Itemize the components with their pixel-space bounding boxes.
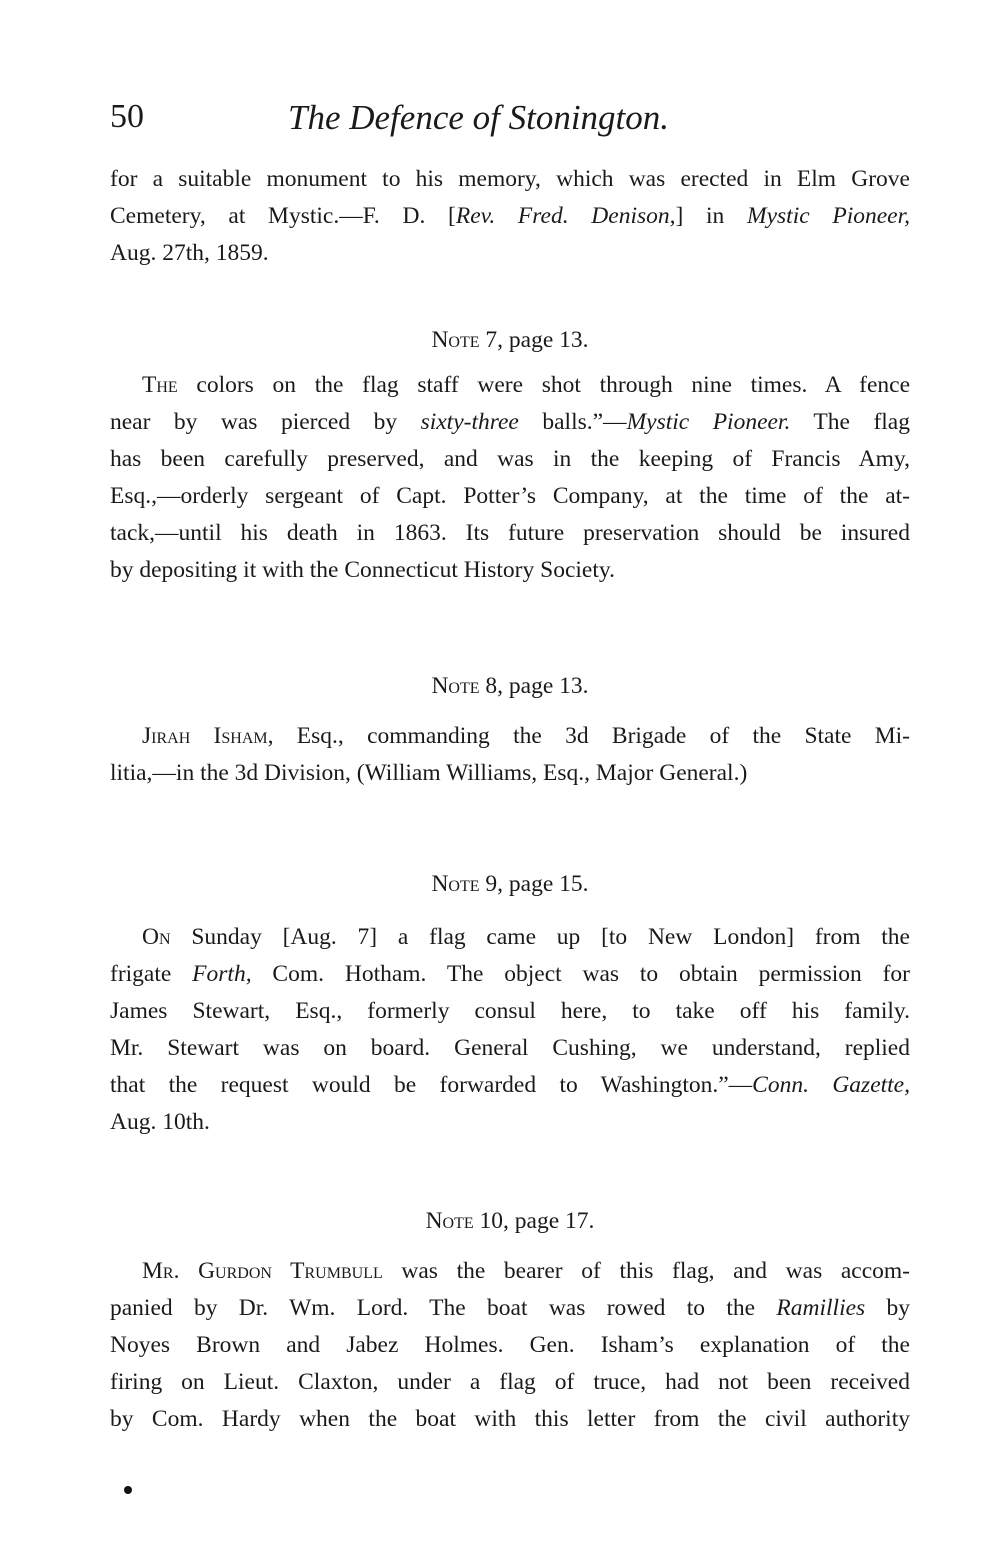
note-8-paragraph <box>110 718 910 792</box>
text-line: by depositing it with the Connecticut History Society. <box>110 557 615 583</box>
running-title: The Defence of Stonington. <box>288 98 670 137</box>
text-line: Noyes Brown and Jabez Holmes. Gen. Isham’s explanation of the <box>110 1332 910 1358</box>
ink-speck <box>124 1486 132 1494</box>
text-line: James Stewart, Esq., formerly consul here, to take off his family. <box>110 998 910 1024</box>
text-line: Mr. Gurdon Trumbull was the bearer of this flag, and was accom- <box>142 1258 911 1284</box>
text-line: by Com. Hardy when the boat with this letter from the civil authority <box>110 1406 910 1432</box>
text-line: for a suitable monument to his memory, which was erected in Elm Grove <box>110 166 910 192</box>
text-line: Aug. 27th, 1859. <box>110 240 269 266</box>
text-line: frigate Forth, Com. Hotham. The object was to obtain permission for <box>110 961 910 987</box>
page-header <box>110 98 910 148</box>
text-line: that the request would be forwarded to Washington.”—Conn. Gazette, <box>110 1072 910 1098</box>
continued-paragraph <box>110 161 910 272</box>
note-7-heading: Note 7, page 13. <box>431 327 589 353</box>
text-line: Mr. Stewart was on board. General Cushing, we understand, replied <box>110 1035 910 1061</box>
text-line: Aug. 10th. <box>110 1109 210 1135</box>
text-line: has been carefully preserved, and was in the keeping of Francis Amy, <box>110 446 910 472</box>
text-line: Cemetery, at Mystic.—F. D. [Rev. Fred. Denison,] in Mystic Pioneer, <box>110 203 911 229</box>
text-line: Jirah Isham, Esq., commanding the 3d Brigade of the State Mi- <box>142 723 910 749</box>
note-10-heading: Note 10, page 17. <box>425 1208 595 1234</box>
text-line: firing on Lieut. Claxton, under a flag of truce, had not been received <box>110 1369 910 1395</box>
text-line: Esq.,—orderly sergeant of Capt. Potter’s Company, at the time of the at- <box>110 483 910 509</box>
note-7-paragraph <box>110 367 910 589</box>
text-line: On Sunday [Aug. 7] a flag came up [to New London] from the <box>142 924 910 950</box>
note-8-heading: Note 8, page 13. <box>431 673 589 699</box>
note-10-paragraph <box>110 1253 910 1438</box>
text-line: tack,—until his death in 1863. Its future preservation should be insured <box>110 520 910 546</box>
page-number: 50 <box>110 98 144 135</box>
note-9-paragraph <box>110 919 910 1141</box>
text-line: near by was pierced by sixty-three balls.”—Mystic Pioneer. The flag <box>110 409 910 435</box>
text-line: litia,—in the 3d Division, (William Williams, Esq., Major General.) <box>110 760 748 786</box>
text-line: The colors on the flag staff were shot through nine times. A fence <box>142 372 910 398</box>
text-line: panied by Dr. Wm. Lord. The boat was rowed to the Ramillies by <box>110 1295 911 1321</box>
note-9-heading: Note 9, page 15. <box>431 871 589 897</box>
